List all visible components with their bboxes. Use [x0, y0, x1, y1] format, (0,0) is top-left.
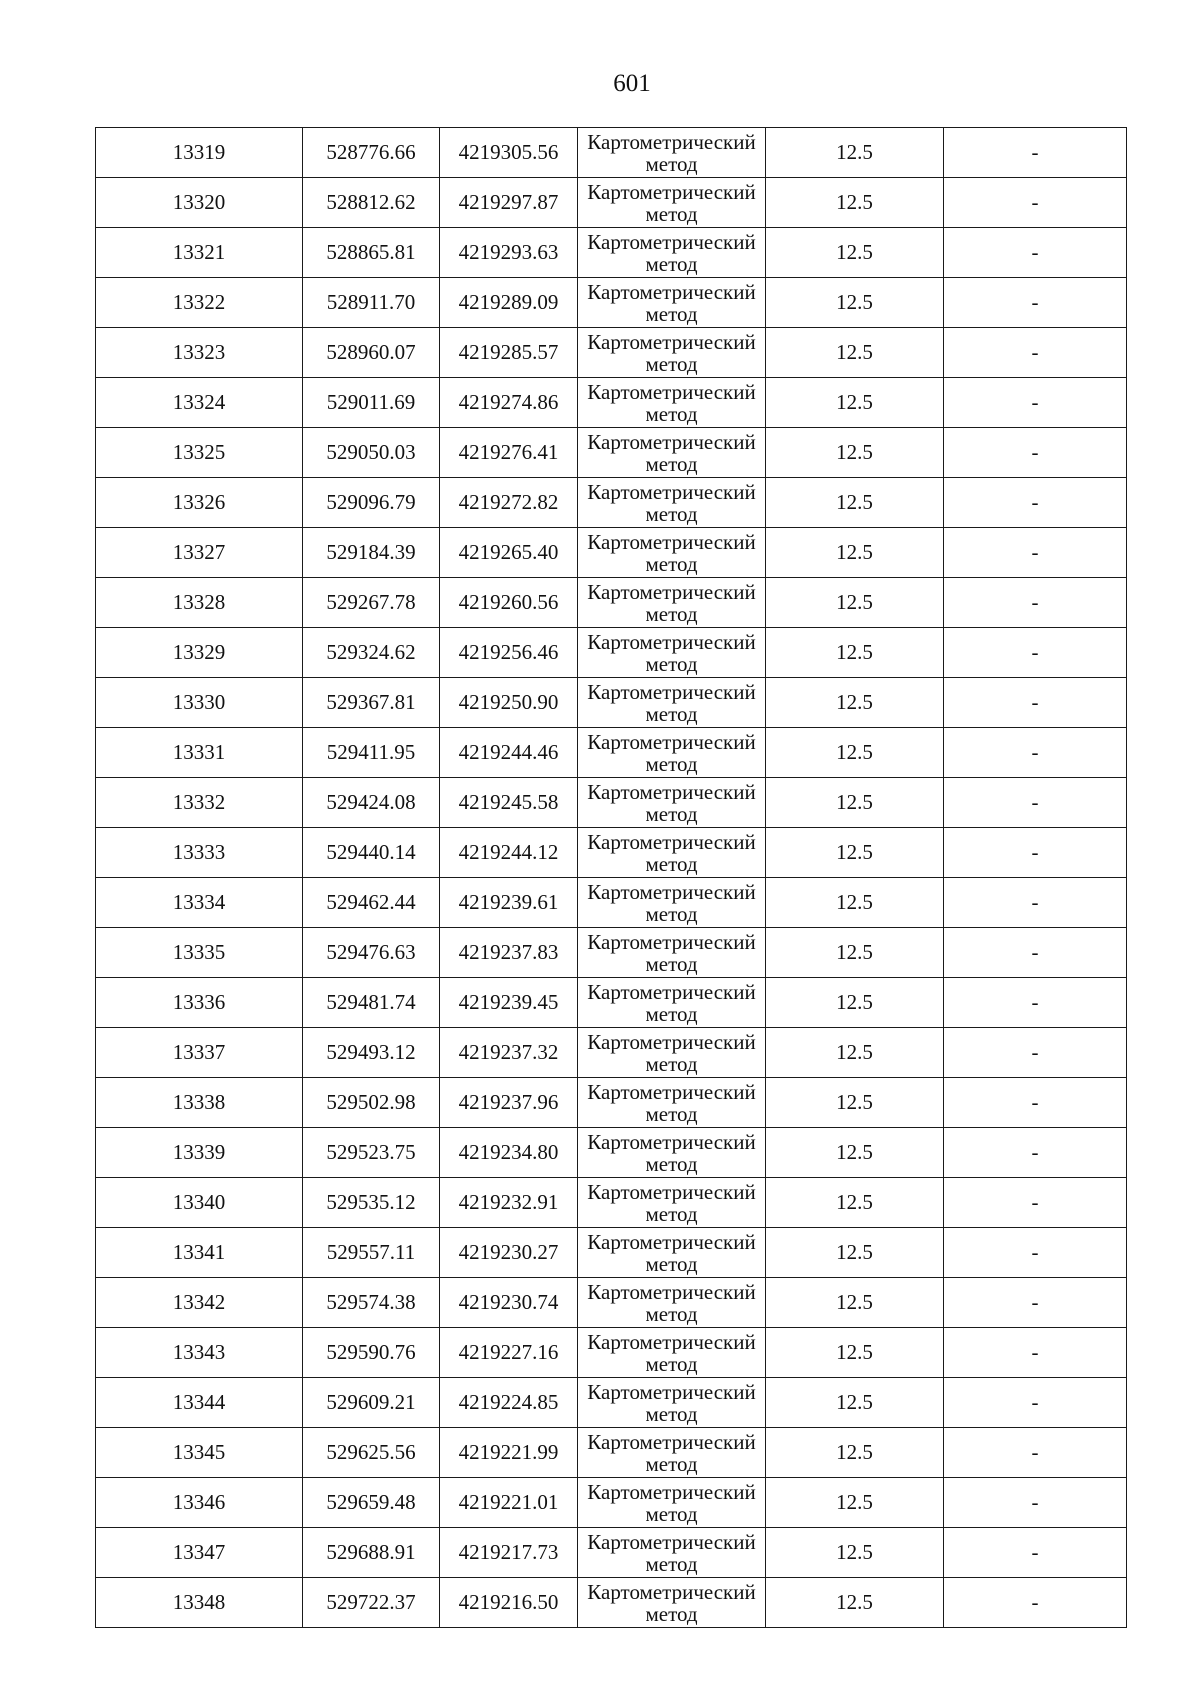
y-coordinate-cell: 4219232.91: [440, 1178, 578, 1228]
method-line2: метод: [645, 1201, 698, 1226]
accuracy-cell: 12.5: [766, 1228, 944, 1278]
y-coordinate-cell: 4219239.61: [440, 878, 578, 928]
y-coordinate-cell: 4219217.73: [440, 1528, 578, 1578]
x-coordinate-cell: 529011.69: [303, 378, 440, 428]
y-coordinate-cell: 4219237.96: [440, 1078, 578, 1128]
accuracy-cell: 12.5: [766, 128, 944, 178]
method-line1: Картометрический: [587, 1129, 756, 1154]
point-id-cell: 13331: [96, 728, 303, 778]
method-cell: [578, 678, 766, 728]
note-cell: -: [944, 778, 1127, 828]
note-cell: -: [944, 228, 1127, 278]
accuracy-cell: 12.5: [766, 1528, 944, 1578]
y-coordinate-cell: 4219276.41: [440, 428, 578, 478]
x-coordinate-cell: 528865.81: [303, 228, 440, 278]
x-coordinate-cell: 529050.03: [303, 428, 440, 478]
y-coordinate-cell: 4219221.01: [440, 1478, 578, 1528]
y-coordinate-cell: 4219245.58: [440, 778, 578, 828]
method-cell: [578, 728, 766, 778]
accuracy-cell: 12.5: [766, 178, 944, 228]
note-cell: -: [944, 478, 1127, 528]
accuracy-cell: 12.5: [766, 478, 944, 528]
point-id-cell: 13339: [96, 1128, 303, 1178]
table-row: [96, 1228, 1127, 1278]
accuracy-cell: 12.5: [766, 228, 944, 278]
note-cell: -: [944, 1328, 1127, 1378]
x-coordinate-cell: 529493.12: [303, 1028, 440, 1078]
point-id-cell: 13335: [96, 928, 303, 978]
note-cell: -: [944, 1178, 1127, 1228]
accuracy-cell: 12.5: [766, 1478, 944, 1528]
method-line1: Картометрический: [587, 829, 756, 854]
table-row: [96, 1328, 1127, 1378]
table-row: [96, 1478, 1127, 1528]
table-row: [96, 328, 1127, 378]
note-cell: -: [944, 578, 1127, 628]
method-line1: Картометрический: [587, 979, 756, 1004]
note-cell: -: [944, 678, 1127, 728]
x-coordinate-cell: 529096.79: [303, 478, 440, 528]
table-row: [96, 478, 1127, 528]
method-line2: метод: [645, 601, 698, 626]
method-cell: [578, 128, 766, 178]
accuracy-cell: 12.5: [766, 978, 944, 1028]
method-cell: [578, 1578, 766, 1628]
x-coordinate-cell: 529688.91: [303, 1528, 440, 1578]
method-line2: метод: [645, 501, 698, 526]
point-id-cell: 13319: [96, 128, 303, 178]
note-cell: -: [944, 278, 1127, 328]
method-line1: Картометрический: [587, 279, 756, 304]
y-coordinate-cell: 4219274.86: [440, 378, 578, 428]
note-cell: -: [944, 328, 1127, 378]
y-coordinate-cell: 4219244.12: [440, 828, 578, 878]
x-coordinate-cell: 529367.81: [303, 678, 440, 728]
table-row: [96, 1078, 1127, 1128]
y-coordinate-cell: 4219260.56: [440, 578, 578, 628]
method-line2: метод: [645, 201, 698, 226]
point-id-cell: 13344: [96, 1378, 303, 1428]
x-coordinate-cell: 529574.38: [303, 1278, 440, 1328]
accuracy-cell: 12.5: [766, 528, 944, 578]
method-line2: метод: [645, 401, 698, 426]
note-cell: -: [944, 728, 1127, 778]
y-coordinate-cell: 4219230.74: [440, 1278, 578, 1328]
method-line2: метод: [645, 901, 698, 926]
method-line2: метод: [645, 801, 698, 826]
method-line2: метод: [645, 1451, 698, 1476]
y-coordinate-cell: 4219230.27: [440, 1228, 578, 1278]
method-cell: [578, 478, 766, 528]
x-coordinate-cell: 528776.66: [303, 128, 440, 178]
note-cell: -: [944, 1228, 1127, 1278]
method-line2: метод: [645, 851, 698, 876]
method-line1: Картометрический: [587, 1329, 756, 1354]
y-coordinate-cell: 4219250.90: [440, 678, 578, 728]
method-cell: [578, 1128, 766, 1178]
page-number: 601: [613, 70, 651, 97]
method-line2: метод: [645, 1501, 698, 1526]
x-coordinate-cell: 529462.44: [303, 878, 440, 928]
point-id-cell: 13327: [96, 528, 303, 578]
method-line1: Картометрический: [587, 679, 756, 704]
table-row: [96, 228, 1127, 278]
method-cell: [578, 1078, 766, 1128]
method-cell: [578, 1328, 766, 1378]
table-row: [96, 1028, 1127, 1078]
method-line1: Картометрический: [587, 1429, 756, 1454]
method-line2: метод: [645, 1601, 698, 1626]
method-cell: [578, 828, 766, 878]
y-coordinate-cell: 4219272.82: [440, 478, 578, 528]
method-line1: Картометрический: [587, 1079, 756, 1104]
table-row: [96, 1378, 1127, 1428]
method-cell: [578, 928, 766, 978]
accuracy-cell: 12.5: [766, 928, 944, 978]
table-row: [96, 878, 1127, 928]
note-cell: -: [944, 1278, 1127, 1328]
y-coordinate-cell: 4219293.63: [440, 228, 578, 278]
method-line2: метод: [645, 301, 698, 326]
method-line2: метод: [645, 1001, 698, 1026]
method-line1: Картометрический: [587, 1279, 756, 1304]
accuracy-cell: 12.5: [766, 1278, 944, 1328]
method-line1: Картометрический: [587, 229, 756, 254]
method-cell: [578, 878, 766, 928]
point-id-cell: 13325: [96, 428, 303, 478]
y-coordinate-cell: 4219297.87: [440, 178, 578, 228]
accuracy-cell: 12.5: [766, 1128, 944, 1178]
method-line2: метод: [645, 1351, 698, 1376]
accuracy-cell: 12.5: [766, 578, 944, 628]
x-coordinate-cell: 529267.78: [303, 578, 440, 628]
point-id-cell: 13330: [96, 678, 303, 728]
x-coordinate-cell: 529440.14: [303, 828, 440, 878]
accuracy-cell: 12.5: [766, 878, 944, 928]
point-id-cell: 13345: [96, 1428, 303, 1478]
table-body: [96, 128, 1127, 1628]
method-cell: [578, 1228, 766, 1278]
x-coordinate-cell: 529625.56: [303, 1428, 440, 1478]
x-coordinate-cell: 529481.74: [303, 978, 440, 1028]
table-row: [96, 1428, 1127, 1478]
method-cell: [578, 328, 766, 378]
method-line1: Картометрический: [587, 1029, 756, 1054]
table-row: [96, 678, 1127, 728]
x-coordinate-cell: 529424.08: [303, 778, 440, 828]
accuracy-cell: 12.5: [766, 428, 944, 478]
method-line1: Картометрический: [587, 1229, 756, 1254]
point-id-cell: 13328: [96, 578, 303, 628]
y-coordinate-cell: 4219237.32: [440, 1028, 578, 1078]
point-id-cell: 13324: [96, 378, 303, 428]
x-coordinate-cell: 529476.63: [303, 928, 440, 978]
x-coordinate-cell: 529324.62: [303, 628, 440, 678]
method-line2: метод: [645, 701, 698, 726]
x-coordinate-cell: 528911.70: [303, 278, 440, 328]
y-coordinate-cell: 4219285.57: [440, 328, 578, 378]
point-id-cell: 13337: [96, 1028, 303, 1078]
y-coordinate-cell: 4219244.46: [440, 728, 578, 778]
point-id-cell: 13323: [96, 328, 303, 378]
x-coordinate-cell: 529184.39: [303, 528, 440, 578]
note-cell: -: [944, 1578, 1127, 1628]
note-cell: -: [944, 878, 1127, 928]
x-coordinate-cell: 529659.48: [303, 1478, 440, 1528]
method-line2: метод: [645, 751, 698, 776]
note-cell: -: [944, 1378, 1127, 1428]
method-line1: Картометрический: [587, 579, 756, 604]
y-coordinate-cell: 4219256.46: [440, 628, 578, 678]
table-row: [96, 378, 1127, 428]
note-cell: -: [944, 428, 1127, 478]
method-line2: метод: [645, 1251, 698, 1276]
accuracy-cell: 12.5: [766, 728, 944, 778]
table-row: [96, 528, 1127, 578]
x-coordinate-cell: 528812.62: [303, 178, 440, 228]
method-line2: метод: [645, 1151, 698, 1176]
accuracy-cell: 12.5: [766, 1428, 944, 1478]
note-cell: -: [944, 1028, 1127, 1078]
table-row: [96, 728, 1127, 778]
method-line1: Картометрический: [587, 329, 756, 354]
method-line1: Картометрический: [587, 1529, 756, 1554]
accuracy-cell: 12.5: [766, 1378, 944, 1428]
method-cell: [578, 978, 766, 1028]
method-line1: Картометрический: [587, 529, 756, 554]
y-coordinate-cell: 4219227.16: [440, 1328, 578, 1378]
method-cell: [578, 1378, 766, 1428]
method-line2: метод: [645, 351, 698, 376]
method-line2: метод: [645, 451, 698, 476]
point-id-cell: 13333: [96, 828, 303, 878]
method-cell: [578, 778, 766, 828]
y-coordinate-cell: 4219224.85: [440, 1378, 578, 1428]
method-cell: [578, 178, 766, 228]
method-line1: Картометрический: [587, 429, 756, 454]
accuracy-cell: 12.5: [766, 1178, 944, 1228]
method-cell: [578, 428, 766, 478]
method-line2: метод: [645, 1051, 698, 1076]
table-row: [96, 778, 1127, 828]
table-row: [96, 178, 1127, 228]
method-cell: [578, 1528, 766, 1578]
y-coordinate-cell: 4219239.45: [440, 978, 578, 1028]
method-line1: Картометрический: [587, 479, 756, 504]
method-line2: метод: [645, 151, 698, 176]
table-row: [96, 628, 1127, 678]
note-cell: -: [944, 1428, 1127, 1478]
x-coordinate-cell: 529557.11: [303, 1228, 440, 1278]
y-coordinate-cell: 4219216.50: [440, 1578, 578, 1628]
table-row: [96, 1278, 1127, 1328]
table-row: [96, 1578, 1127, 1628]
method-line1: Картометрический: [587, 629, 756, 654]
method-cell: [578, 378, 766, 428]
accuracy-cell: 12.5: [766, 1578, 944, 1628]
point-id-cell: 13322: [96, 278, 303, 328]
x-coordinate-cell: 529502.98: [303, 1078, 440, 1128]
x-coordinate-cell: 529411.95: [303, 728, 440, 778]
point-id-cell: 13334: [96, 878, 303, 928]
method-line1: Картометрический: [587, 379, 756, 404]
point-id-cell: 13343: [96, 1328, 303, 1378]
x-coordinate-cell: 529722.37: [303, 1578, 440, 1628]
x-coordinate-cell: 529535.12: [303, 1178, 440, 1228]
y-coordinate-cell: 4219237.83: [440, 928, 578, 978]
method-line2: метод: [645, 1401, 698, 1426]
table-row: [96, 428, 1127, 478]
accuracy-cell: 12.5: [766, 378, 944, 428]
method-line1: Картометрический: [587, 1479, 756, 1504]
table-row: [96, 928, 1127, 978]
method-cell: [578, 228, 766, 278]
y-coordinate-cell: 4219305.56: [440, 128, 578, 178]
accuracy-cell: 12.5: [766, 328, 944, 378]
point-id-cell: 13342: [96, 1278, 303, 1328]
method-line1: Картометрический: [587, 1379, 756, 1404]
note-cell: -: [944, 978, 1127, 1028]
accuracy-cell: 12.5: [766, 678, 944, 728]
point-id-cell: 13329: [96, 628, 303, 678]
table-row: [96, 578, 1127, 628]
point-id-cell: 13338: [96, 1078, 303, 1128]
method-cell: [578, 528, 766, 578]
method-line2: метод: [645, 551, 698, 576]
method-line2: метод: [645, 1101, 698, 1126]
note-cell: -: [944, 1078, 1127, 1128]
accuracy-cell: 12.5: [766, 278, 944, 328]
point-id-cell: 13346: [96, 1478, 303, 1528]
method-line2: метод: [645, 951, 698, 976]
table-row: [96, 1128, 1127, 1178]
method-line1: Картометрический: [587, 729, 756, 754]
accuracy-cell: 12.5: [766, 1028, 944, 1078]
note-cell: -: [944, 1528, 1127, 1578]
note-cell: -: [944, 378, 1127, 428]
method-cell: [578, 1178, 766, 1228]
method-cell: [578, 628, 766, 678]
method-line1: Картометрический: [587, 1179, 756, 1204]
point-id-cell: 13326: [96, 478, 303, 528]
table-row: [96, 128, 1127, 178]
accuracy-cell: 12.5: [766, 828, 944, 878]
note-cell: -: [944, 528, 1127, 578]
method-line2: метод: [645, 651, 698, 676]
table-row: [96, 1528, 1127, 1578]
point-id-cell: 13340: [96, 1178, 303, 1228]
accuracy-cell: 12.5: [766, 628, 944, 678]
table-row: [96, 278, 1127, 328]
method-line1: Картометрический: [587, 929, 756, 954]
accuracy-cell: 12.5: [766, 778, 944, 828]
method-line1: Картометрический: [587, 779, 756, 804]
note-cell: -: [944, 828, 1127, 878]
method-line1: Картометрический: [587, 129, 756, 154]
accuracy-cell: 12.5: [766, 1078, 944, 1128]
point-id-cell: 13336: [96, 978, 303, 1028]
y-coordinate-cell: 4219289.09: [440, 278, 578, 328]
method-line1: Картометрический: [587, 179, 756, 204]
point-id-cell: 13332: [96, 778, 303, 828]
x-coordinate-cell: 528960.07: [303, 328, 440, 378]
method-cell: [578, 1028, 766, 1078]
method-cell: [578, 1278, 766, 1328]
note-cell: -: [944, 1478, 1127, 1528]
method-line1: Картометрический: [587, 1579, 756, 1604]
method-cell: [578, 278, 766, 328]
x-coordinate-cell: 529590.76: [303, 1328, 440, 1378]
y-coordinate-cell: 4219265.40: [440, 528, 578, 578]
accuracy-cell: 12.5: [766, 1328, 944, 1378]
method-cell: [578, 1428, 766, 1478]
y-coordinate-cell: 4219234.80: [440, 1128, 578, 1178]
method-cell: [578, 1478, 766, 1528]
note-cell: -: [944, 628, 1127, 678]
note-cell: -: [944, 128, 1127, 178]
y-coordinate-cell: 4219221.99: [440, 1428, 578, 1478]
method-line2: метод: [645, 1551, 698, 1576]
method-cell: [578, 578, 766, 628]
point-id-cell: 13341: [96, 1228, 303, 1278]
method-line2: метод: [645, 251, 698, 276]
coordinates-table: [95, 127, 1127, 1628]
x-coordinate-cell: 529523.75: [303, 1128, 440, 1178]
note-cell: -: [944, 1128, 1127, 1178]
note-cell: -: [944, 178, 1127, 228]
point-id-cell: 13320: [96, 178, 303, 228]
table-row: [96, 1178, 1127, 1228]
note-cell: -: [944, 928, 1127, 978]
point-id-cell: 13348: [96, 1578, 303, 1628]
point-id-cell: 13347: [96, 1528, 303, 1578]
method-line2: метод: [645, 1301, 698, 1326]
table-row: [96, 978, 1127, 1028]
x-coordinate-cell: 529609.21: [303, 1378, 440, 1428]
method-line1: Картометрический: [587, 879, 756, 904]
point-id-cell: 13321: [96, 228, 303, 278]
table-row: [96, 828, 1127, 878]
